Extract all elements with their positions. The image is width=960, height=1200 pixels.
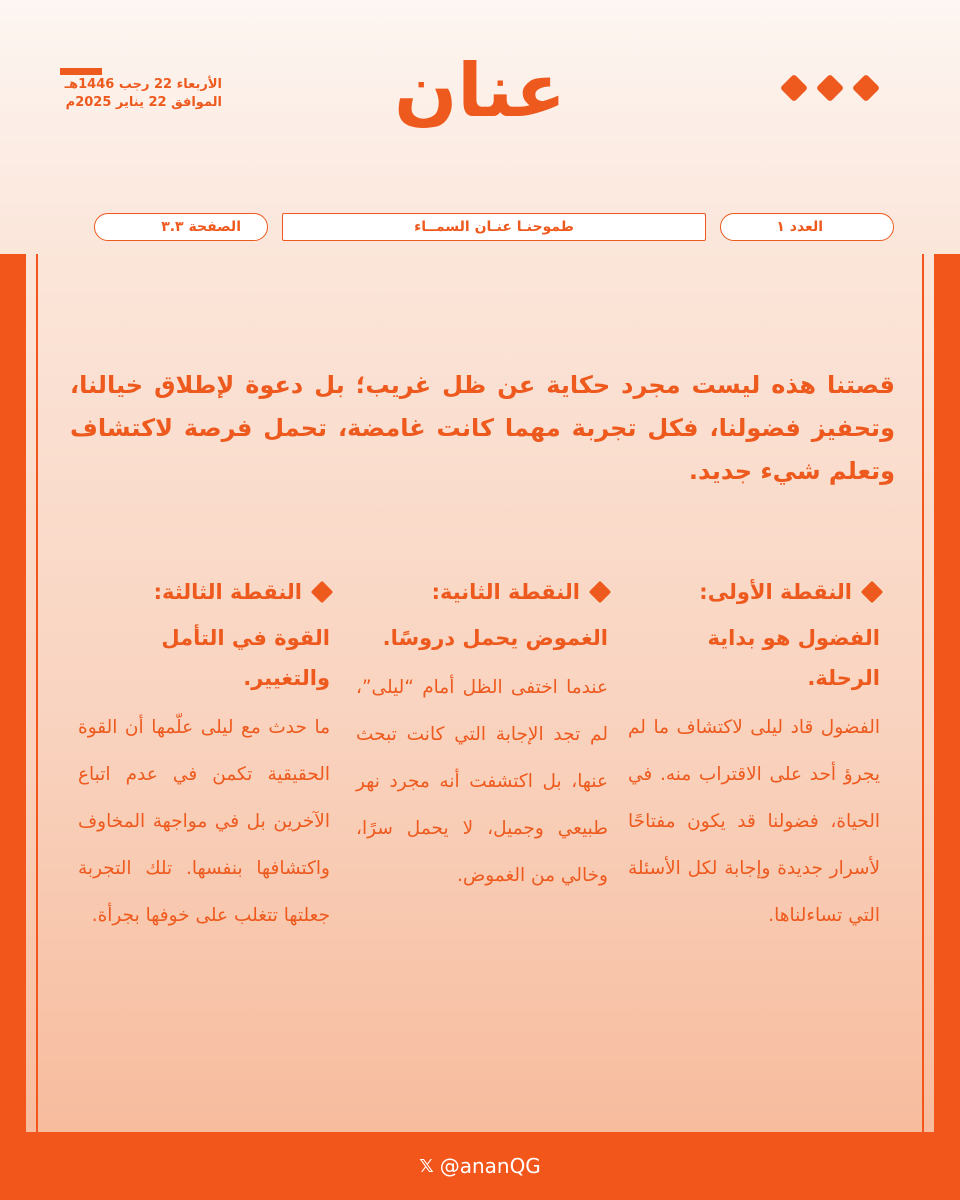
left-rule (36, 254, 38, 1134)
point-heading (628, 574, 880, 610)
point-column-second (356, 574, 608, 899)
point-subheading: الفضول هو بداية الرحلة. (707, 626, 880, 690)
point-subheading: الغموض يحمل دروسًا. (382, 626, 608, 650)
diamond-bullet-icon (861, 581, 884, 604)
issue-number: العدد ١ (720, 213, 894, 241)
point-subheading: القوة في التأمل والتغيير. (161, 626, 330, 690)
logo: عنان (394, 48, 566, 134)
footer-bar (0, 1132, 960, 1200)
page-number: الصفحة ٣.٣ (94, 213, 268, 241)
section-title: طموحنـا عنـان السمــاء (282, 213, 706, 241)
point-column-first (628, 574, 880, 939)
diamond-bullet-icon (311, 581, 334, 604)
left-side-bar (0, 254, 26, 1134)
intro-paragraph: قصتنا هذه ليست مجرد حكاية عن ظل غريب؛ بل دعوة لإطلاق خيالنا، وتحفيز فضولنا، فكل تجربة مهما كانت غامضة، تحمل فرصة لاكتشاف وتعلم شيء جديد. (70, 371, 895, 485)
point-heading-label: النقطة الثانية: (431, 580, 580, 604)
social-handle[interactable]: @ananQG (439, 1154, 541, 1178)
date-gregorian: الموافق 22 يناير 2025م (65, 95, 222, 110)
diamond-icon (852, 74, 880, 102)
diamond-icon (816, 74, 844, 102)
point-heading (78, 574, 330, 610)
date-hijri: الأربعاء 22 رجب 1446هـ (64, 77, 222, 92)
point-text: ما حدث مع ليلى علّمها أن القوة الحقيقية تكمن في عدم اتباع الآخرين بل في مواجهة المخاوف واكتشافها بنفسها. تلك التجربة جعلتها تتغلب على خوفها بجرأة. (78, 717, 330, 926)
right-rule (922, 254, 924, 1134)
diamond-icon (780, 74, 808, 102)
point-column-third (78, 574, 330, 939)
menu-dots-icon (780, 72, 890, 104)
point-text: عندما اختفى الظل أمام “ليلى”، لم تجد الإجابة التي كانت تبحث عنها، بل اكتشفت أنه مجرد نهر طبيعي وجميل، لا يحمل سرًا، وخالي من الغموض. (356, 677, 608, 886)
point-heading (356, 574, 608, 610)
point-heading-label: النقطة الثالثة: (153, 580, 302, 604)
diamond-bullet-icon (589, 581, 612, 604)
right-side-bar (934, 254, 960, 1134)
point-text: الفضول قاد ليلى لاكتشاف ما لم يجرؤ أحد على الاقتراب منه. في الحياة، فضولنا قد يكون مفتاحًا لأسرار جديدة وإجابة لكل الأسئلة التي تساءلناها. (628, 717, 880, 926)
x-logo-icon: 𝕏 (419, 1155, 434, 1177)
point-heading-label: النقطة الأولى: (699, 580, 852, 604)
